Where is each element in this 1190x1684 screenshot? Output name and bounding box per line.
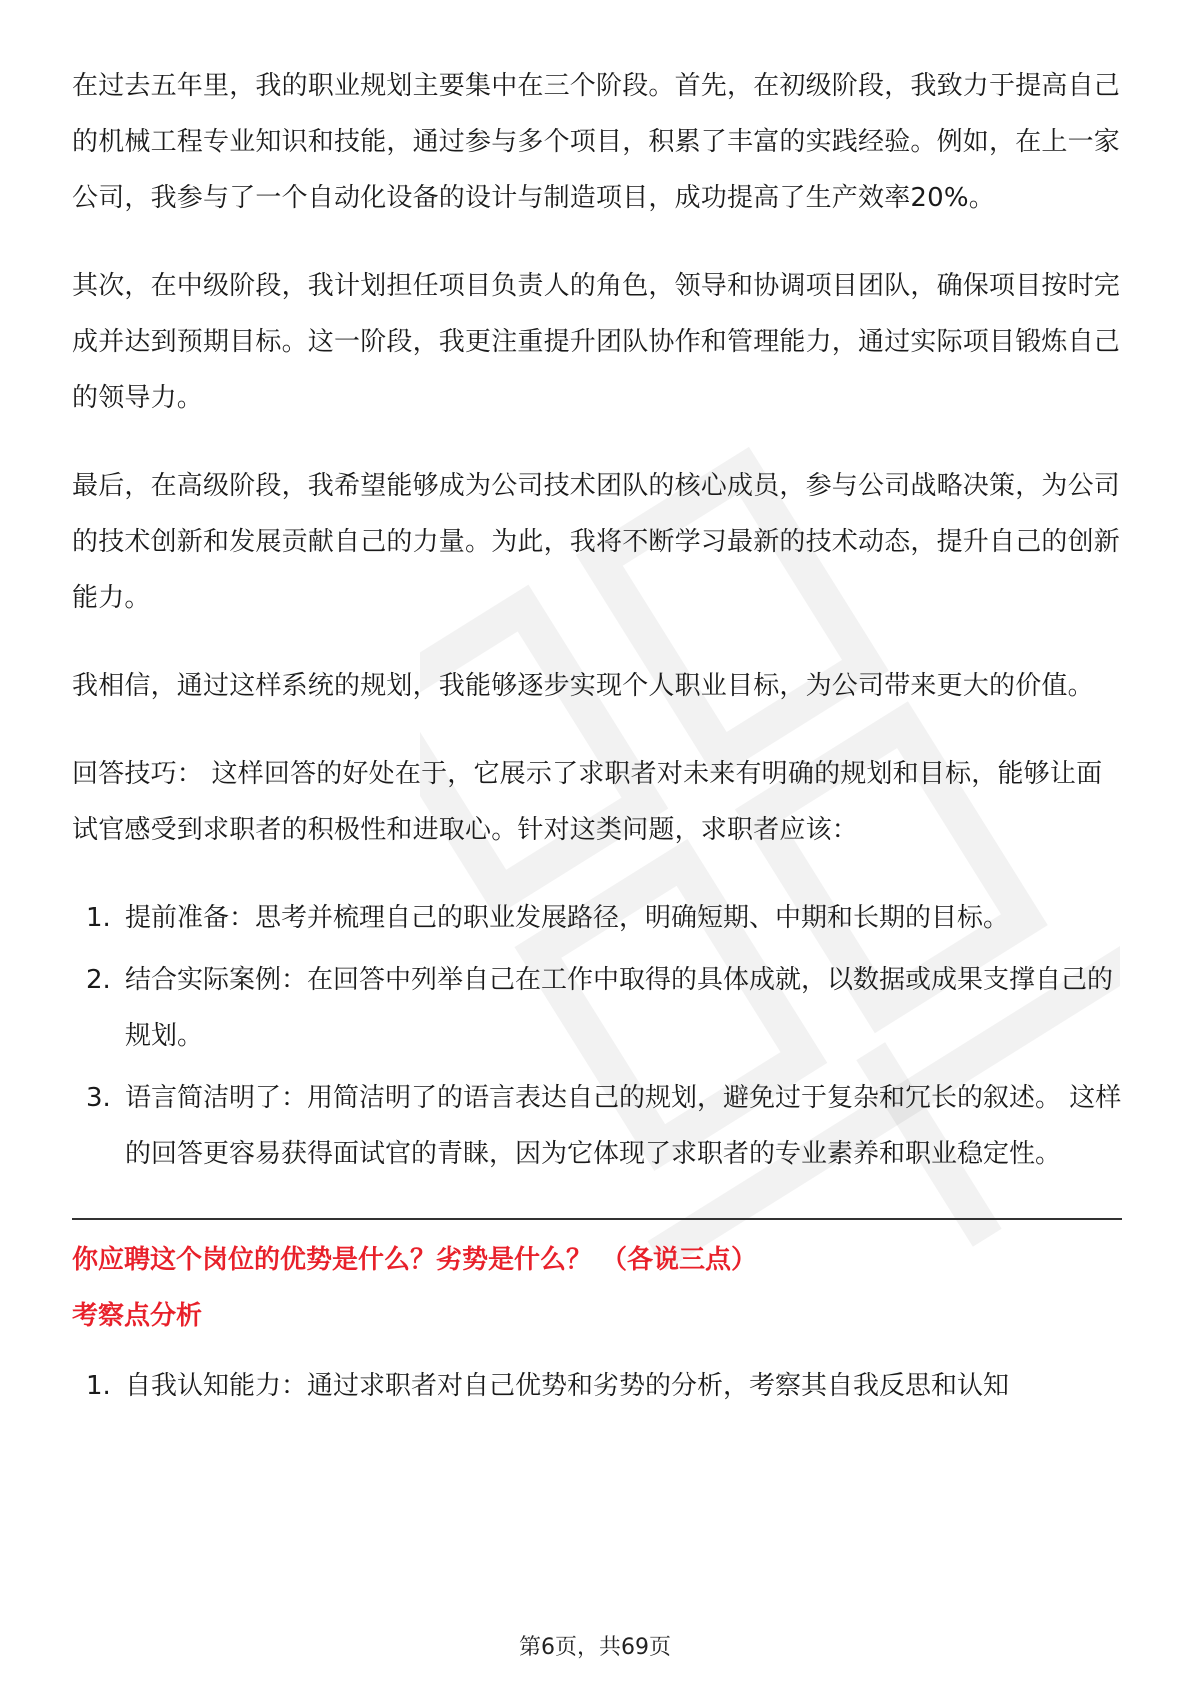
paragraph-middle-stage: 其次，在中级阶段，我计划担任项目负责人的角色，领导和协调项目团队，确保项目按时完成并达到预期目标。这一阶段，我更注重提升团队协作和管理能力，通过实际项目锻炼自己的领导力。	[72, 271, 1121, 413]
paragraph-answer-tips: 回答技巧： 这样回答的好处在于，它展示了求职者对未来有明确的规划和目标，能够让面试官感受到求职者的积极性和进取心。针对这类问题，求职者应该：	[72, 759, 1103, 845]
list-item	[72, 952, 1122, 1064]
paragraph-conclusion: 我相信，通过这样系统的规划，我能够逐步实现个人职业目标，为公司带来更大的价值。	[72, 671, 1094, 701]
analysis-list	[72, 1358, 1122, 1414]
list-item-number: 3.	[86, 1083, 111, 1113]
list-item-text: 结合实际案例：在回答中列举自己在工作中取得的具体成就，以数据或成果支撑自己的规划。	[125, 965, 1114, 1051]
list-item	[72, 890, 1122, 946]
list-item-text: 提前准备：思考并梳理自己的职业发展路径，明确短期、中期和长期的目标。	[125, 903, 1010, 933]
list-item	[72, 1358, 1122, 1414]
document-page	[72, 58, 1122, 1450]
question-heading: 你应聘这个岗位的优势是什么？劣势是什么？ （各说三点）	[72, 1245, 758, 1275]
tips-list	[72, 890, 1122, 1182]
analysis-heading: 考察点分析	[72, 1301, 203, 1331]
list-item-number: 2.	[86, 965, 111, 995]
paragraph-early-stage: 在过去五年里，我的职业规划主要集中在三个阶段。首先，在初级阶段，我致力于提高自己的机械工程专业知识和技能，通过参与多个项目，积累了丰富的实践经验。例如，在上一家公司，我参与了一个自动化设备的设计与制造项目，成功提高了生产效率20%。	[72, 71, 1121, 213]
list-item-number: 1.	[86, 903, 111, 933]
list-item	[72, 1070, 1122, 1182]
list-item-text: 自我认知能力：通过求职者对自己优势和劣势的分析，考察其自我反思和认知	[125, 1371, 1010, 1401]
section-divider	[72, 1218, 1122, 1220]
list-item-text: 语言简洁明了：用简洁明了的语言表达自己的规划，避免过于复杂和冗长的叙述。 这样的回答更容易获得面试官的青睐，因为它体现了求职者的专业素养和职业稳定性。	[125, 1083, 1122, 1169]
page-footer: 第6页，共69页	[519, 1635, 671, 1660]
list-item-number: 1.	[86, 1371, 111, 1401]
paragraph-senior-stage: 最后，在高级阶段，我希望能够成为公司技术团队的核心成员，参与公司战略决策，为公司的技术创新和发展贡献自己的力量。为此，我将不断学习最新的技术动态，提升自己的创新能力。	[72, 471, 1121, 613]
